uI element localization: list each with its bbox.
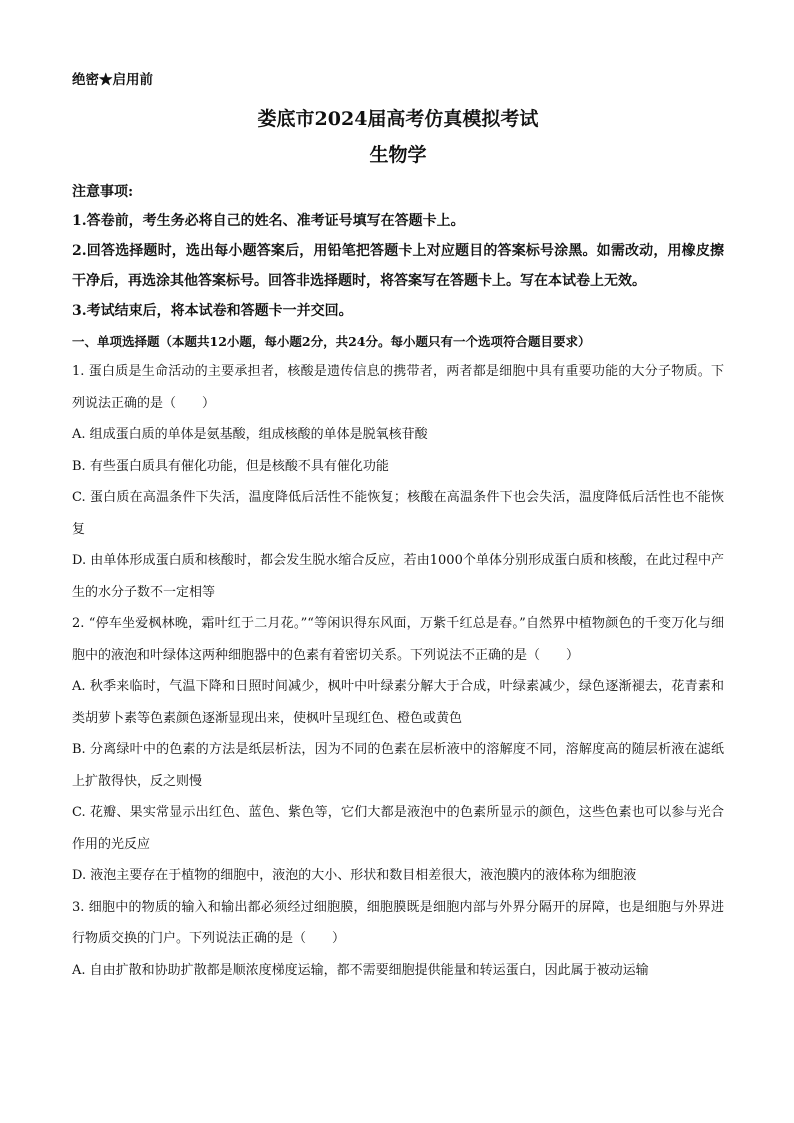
option-a: A. 秋季来临时，气温下降和日照时间减少，枫叶中叶绿素分解大于合成，叶绿素减少，绿色逐渐褪去，花青素和类胡萝卜素等色素颜色逐渐显现出来，使枫叶呈现红色、橙色或黄色 xyxy=(72,679,724,726)
notice-heading: 注意事项: xyxy=(72,184,134,200)
notice-item-1: 1.答卷前，考生务必将自己的姓名、准考证号填写在答题卡上。 xyxy=(72,213,465,229)
question-stem: 3. 细胞中的物质的输入和输出都必须经过细胞膜，细胞膜既是细胞内部与外界分隔开的屏障，也是细胞与外界进行物质交换的门户。下列说法正确的是（ ） xyxy=(72,899,724,946)
option-c: C. 花瓣、果实常显示出红色、蓝色、紫色等，它们大都是液泡中的色素所显示的颜色，这些色素也可以参与光合作用的光反应 xyxy=(72,805,724,852)
question-2 xyxy=(72,608,724,892)
question-stem: 1. 蛋白质是生命活动的主要承担者，核酸是遗传信息的携带者，两者都是细胞中具有重要功能的大分子物质。下列说法正确的是（ ） xyxy=(72,364,724,411)
notice-block xyxy=(72,178,724,326)
question-3 xyxy=(72,892,724,987)
option-a: A. 组成蛋白质的单体是氨基酸，组成核酸的单体是脱氧核苷酸 xyxy=(72,427,428,442)
notice-item-3: 3.考试结束后，将本试卷和答题卡一并交回。 xyxy=(72,303,353,319)
notice-item-2: 2.回答选择题时，选出每小题答案后，用铅笔把答题卡上对应题目的答案标号涂黑。如需改动，用橡皮擦干净后，再选涂其他答案标号。回答非选择题时，将答案写在答题卡上。写在本试卷上无效。 xyxy=(72,243,724,289)
section-heading: 一、单项选择题（本题共12小题，每小题2分，共24分。每小题只有一个选项符合题目要求） xyxy=(72,334,591,349)
option-a: A. 自由扩散和协助扩散都是顺浓度梯度运输，都不需要细胞提供能量和转运蛋白，因此属于被动运输 xyxy=(72,962,649,978)
exam-page xyxy=(72,70,724,986)
option-b: B. 分离绿叶中的色素的方法是纸层析法，因为不同的色素在层析液中的溶解度不同，溶解度高的随层析液在滤纸上扩散得快，反之则慢 xyxy=(72,742,724,789)
subject-title: 生物学 xyxy=(369,144,427,166)
exam-title: 娄底市2024届高考仿真模拟考试 xyxy=(257,108,539,130)
question-stem: 2. “停车坐爱枫林晚，霜叶红于二月花。”“等闲识得东风面，万紫千红总是春。”自然界中植物颜色的千变万化与细胞中的液泡和叶绿体这两种细胞器中的色素有着密切关系。下列说法不正确的是（ ） xyxy=(72,616,724,663)
confidential-label: 绝密★启用前 xyxy=(72,72,153,88)
option-d: D. 由单体形成蛋白质和核酸时，都会发生脱水缩合反应，若由1000个单体分别形成蛋白质和核酸，在此过程中产生的水分子数不一定相等 xyxy=(72,553,724,600)
question-1 xyxy=(72,356,724,608)
option-d: D. 液泡主要存在于植物的细胞中，液泡的大小、形状和数目相差很大，液泡膜内的液体称为细胞液 xyxy=(72,868,637,883)
option-b: B. 有些蛋白质具有催化功能，但是核酸不具有催化功能 xyxy=(72,458,389,474)
option-c: C. 蛋白质在高温条件下失活，温度降低后活性不能恢复；核酸在高温条件下也会失活，温度降低后活性也不能恢复 xyxy=(72,490,724,537)
